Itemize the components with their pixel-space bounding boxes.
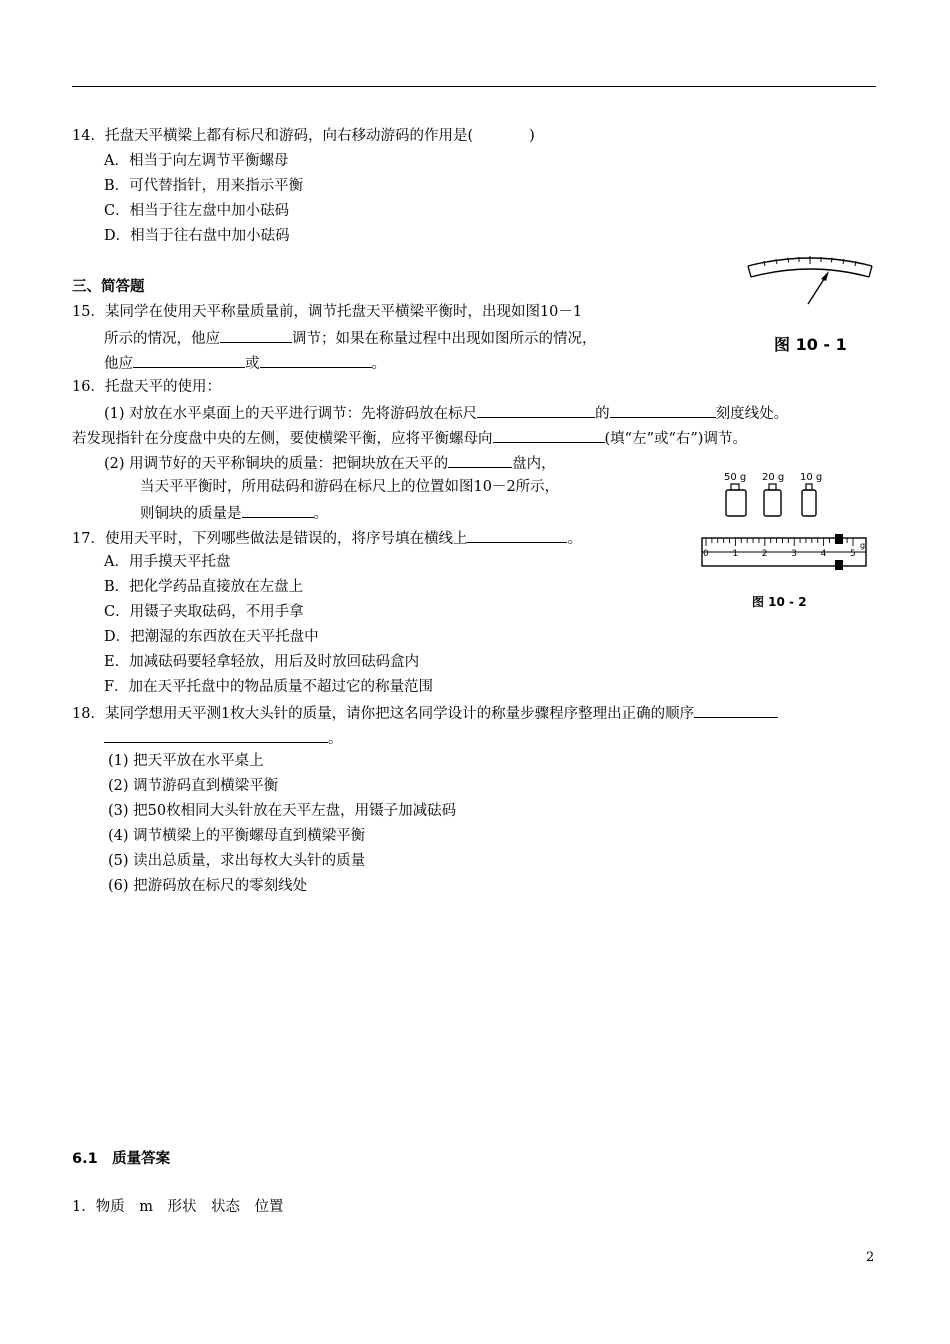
figure-10-2 xyxy=(696,462,874,610)
rider-bottom xyxy=(835,560,843,570)
answer-1: 1．物质 m 形状 状态 位置 xyxy=(72,1199,284,1215)
pointer-arrow-icon xyxy=(821,271,829,281)
q14-option-a: A．相当于向左调节平衡螺母 xyxy=(104,153,289,169)
scale-arc-inner xyxy=(751,269,869,277)
q14-option-c: C．相当于往左盘中加小砝码 xyxy=(104,203,290,219)
q17-option-b: B．把化学药品直接放在左盘上 xyxy=(104,579,304,595)
scale-ticks xyxy=(764,256,856,266)
q16-part2: (2) 用调节好的天平称铜块的质量：把铜块放在天平的 盘内， xyxy=(104,452,556,474)
rider-top xyxy=(835,534,843,544)
q17-option-a: A．用手摸天平托盘 xyxy=(104,554,231,570)
svg-text:50 g: 50 g xyxy=(724,472,747,483)
q15-blank-2[interactable] xyxy=(133,352,245,368)
pointer-needle xyxy=(808,276,826,304)
q15-blank-3[interactable] xyxy=(260,352,372,368)
q17-option-d: D．把潮湿的东西放在天平托盘中 xyxy=(104,629,319,645)
header-rule xyxy=(72,86,876,87)
q16-part1: (1) 对放在水平桌面上的天平进行调节：先将游码放在标尺 的 刻度线处。 xyxy=(104,402,788,424)
weight-20g xyxy=(762,472,784,516)
figure-10-1 xyxy=(740,252,880,362)
weight-10g xyxy=(800,472,822,516)
q17-blank[interactable] xyxy=(467,527,567,543)
q14-option-d: D．相当于往右盘中加小砝码 xyxy=(104,228,290,244)
ruler-tick-label: 5 xyxy=(850,549,856,559)
q17-option-f: F．加在天平托盘中的物品质量不超过它的称量范围 xyxy=(104,679,434,695)
q15-blank-1[interactable] xyxy=(220,327,292,343)
q16-blank-4[interactable] xyxy=(448,452,512,468)
q18-blank-1[interactable] xyxy=(694,702,778,718)
figure-10-1-caption: 图 10 - 1 xyxy=(774,335,847,354)
ruler-ticks xyxy=(706,538,853,546)
q18-stem: 18．某同学想用天平测1枚大头针的质量，请你把这名同学设计的称量步骤程序整理出正确的顺序 xyxy=(72,702,778,724)
q18-stem-line2: 。 xyxy=(104,727,343,749)
q16-blank-1[interactable] xyxy=(477,402,595,418)
q16-part1-line2: 若发现指针在分度盘中央的左侧，要使横梁平衡，应将平衡螺母向 (填“左”或“右”)调节。 xyxy=(72,427,747,449)
ruler-tick-label: 1 xyxy=(732,549,739,559)
q16-title: 16．托盘天平的使用： xyxy=(72,379,221,395)
q18-step-5: (5) 读出总质量，求出每枚大头针的质量 xyxy=(108,853,366,869)
q16-blank-5[interactable] xyxy=(242,502,314,518)
q15-line3: 他应 或 。 xyxy=(104,352,386,374)
q14-option-b: B．可代替指针，用来指示平衡 xyxy=(104,178,304,194)
ruler-tick-label: 3 xyxy=(791,549,797,559)
q15-line2: 所示的情况，他应 调节；如果在称量过程中出现如图所示的情况， xyxy=(104,327,597,349)
q18-blank-2[interactable] xyxy=(104,727,328,743)
q14-stem: 14．托盘天平横梁上都有标尺和游码，向右移动游码的作用是( ) xyxy=(72,128,535,144)
figure-10-2-caption: 图 10 - 2 xyxy=(752,595,807,609)
q16-blank-3[interactable] xyxy=(493,427,605,443)
q16-part2-line2: 当天平平衡时，所用砝码和游码在标尺上的位置如图10－2所示， xyxy=(140,479,560,495)
q18-step-4: (4) 调节横梁上的平衡螺母直到横梁平衡 xyxy=(108,828,366,844)
answers-title: 6.1 质量答案 xyxy=(72,1151,171,1167)
weight-50g xyxy=(724,472,746,516)
ruler-labels xyxy=(703,549,856,559)
q18-step-2: (2) 调节游码直到横梁平衡 xyxy=(108,778,279,794)
q18-step-3: (3) 把50枚相同大头针放在天平左盘，用镊子加减砝码 xyxy=(108,803,457,819)
ruler-tick-label: 4 xyxy=(820,549,827,559)
q16-part2-line3: 则铜块的质量是 。 xyxy=(140,502,328,524)
q18-step-6: (6) 把游码放在标尺的零刻线处 xyxy=(108,878,308,894)
q17-option-c: C．用镊子夹取砝码，不用手拿 xyxy=(104,604,304,620)
q17-option-e: E．加减砝码要轻拿轻放，用后及时放回砝码盒内 xyxy=(104,654,420,670)
ruler-unit: g xyxy=(860,541,866,550)
ruler-tick-label: 2 xyxy=(761,549,768,559)
svg-text:20 g: 20 g xyxy=(762,472,785,483)
q15-line1: 15．某同学在使用天平称量质量前，调节托盘天平横梁平衡时，出现如图10－1 xyxy=(72,304,583,320)
q17-stem: 17．使用天平时，下列哪些做法是错误的，将序号填在横线上 。 xyxy=(72,527,582,549)
svg-text:10 g: 10 g xyxy=(800,472,823,483)
q16-blank-2[interactable] xyxy=(610,402,716,418)
page-number: 2 xyxy=(866,1250,875,1265)
q18-step-1: (1) 把天平放在水平桌上 xyxy=(108,753,264,769)
ruler-tick-label: 0 xyxy=(703,549,709,559)
section-title: 三、简答题 xyxy=(72,279,145,295)
